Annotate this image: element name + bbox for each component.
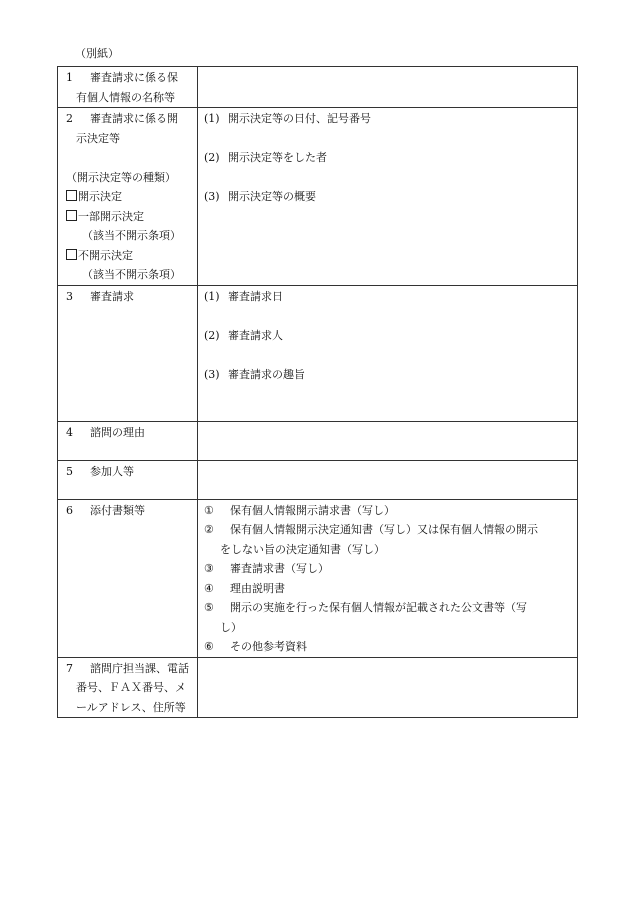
attachment-3-number: ③ — [204, 562, 214, 575]
row7-content-cell[interactable] — [198, 657, 578, 718]
attachment-5-continuation: し） — [220, 620, 242, 634]
row-attachments — [58, 499, 578, 657]
row1-label-line2: 有個人情報の名称等 — [76, 90, 175, 104]
attachment-4-text: 理由説明書 — [230, 581, 285, 595]
row6-number: 6 — [66, 503, 73, 517]
row2-item-2-text: 開示決定等をした者 — [228, 151, 327, 164]
attachment-item — [204, 579, 573, 599]
row6-label: 添付書類等 — [90, 503, 145, 517]
attachment-item — [204, 501, 573, 521]
decision-kind-heading: （開示決定等の種類） — [66, 170, 176, 184]
row1-number: 1 — [66, 71, 73, 84]
row4-number: 4 — [66, 425, 73, 439]
row1-content-cell[interactable] — [198, 67, 578, 108]
row2-item-3-text: 開示決定等の概要 — [228, 190, 316, 203]
attachment-5-text: 開示の実施を行った保有個人情報が記載された公文書等（写 — [230, 601, 527, 614]
attachment-item — [204, 520, 573, 559]
row3-item-3-text: 審査請求の趣旨 — [228, 367, 305, 381]
checkbox-non-disclosure[interactable] — [66, 249, 77, 260]
row-review-request — [58, 285, 578, 421]
row3-item-1-text: 審査請求日 — [228, 289, 283, 303]
attachment-1-number: ① — [204, 503, 214, 517]
option-disclosure-label: 開示決定 — [78, 190, 122, 203]
attachment-item — [204, 598, 573, 637]
attachment-2-continuation: をしない旨の決定通知書（写し） — [220, 542, 385, 556]
row2-number: 2 — [66, 112, 73, 125]
partial-clause-note: （該当不開示条項） — [82, 229, 181, 242]
row-agency-contact — [58, 657, 578, 718]
row2-label-cell — [58, 108, 198, 286]
row3-label-cell — [58, 285, 198, 421]
attachment-3-text: 審査請求書（写し） — [230, 562, 329, 575]
row2-item-1 — [204, 109, 573, 129]
non-disclosure-clause-note: （該当不開示条項） — [82, 268, 181, 281]
attachment-2-text: 保有個人情報開示決定通知書（写し）又は保有個人情報の開示 — [230, 523, 538, 536]
row7-label-line3: ールアドレス、住所等 — [76, 700, 186, 714]
attachment-1-text: 保有個人情報開示請求書（写し） — [230, 503, 395, 517]
attachment-item — [204, 559, 573, 579]
row3-item-3-number: (3) — [204, 367, 220, 381]
row2-label-line1: 審査請求に係る開 — [90, 112, 178, 125]
attachment-2-number: ② — [204, 523, 214, 536]
row3-item-3 — [204, 365, 573, 385]
row-participants — [58, 460, 578, 499]
row5-number: 5 — [66, 464, 73, 478]
row7-label-line1: 諮問庁担当課、電話 — [90, 661, 189, 675]
attachment-6-text: その他参考資料 — [230, 640, 307, 653]
form-table — [57, 66, 578, 718]
row3-item-2 — [204, 326, 573, 346]
checkbox-disclosure[interactable] — [66, 190, 77, 201]
row3-item-1-number: (1) — [204, 289, 220, 303]
option-disclosure[interactable] — [66, 187, 193, 207]
row2-content-cell[interactable] — [198, 108, 578, 286]
row1-label-line1: 審査請求に係る保 — [90, 71, 178, 84]
row2-item-2-number: (2) — [204, 151, 220, 164]
option-partial-disclosure[interactable] — [66, 207, 193, 227]
option-non-disclosure[interactable] — [66, 246, 193, 266]
row-disclosure-decision — [58, 108, 578, 286]
row2-item-1-text: 開示決定等の日付、記号番号 — [228, 112, 371, 125]
row4-label: 諮問の理由 — [90, 425, 145, 439]
row4-label-cell — [58, 421, 198, 460]
row2-item-3-number: (3) — [204, 190, 220, 203]
row3-item-1 — [204, 287, 573, 307]
attachment-6-number: ⑥ — [204, 640, 214, 653]
option-partial-disclosure-label: 一部開示決定 — [78, 209, 144, 223]
row2-item-3 — [204, 187, 573, 207]
row4-content-cell[interactable] — [198, 421, 578, 460]
attachment-5-number: ⑤ — [204, 601, 214, 614]
row6-label-cell — [58, 499, 198, 657]
row7-label-line2: 番号、ＦＡＸ番号、メ — [76, 681, 186, 694]
row-inquiry-reason — [58, 421, 578, 460]
row3-item-2-text: 審査請求人 — [228, 328, 283, 342]
row2-item-1-number: (1) — [204, 112, 220, 125]
row3-content-cell[interactable] — [198, 285, 578, 421]
row5-label-cell — [58, 460, 198, 499]
row2-label-line2: 示決定等 — [76, 131, 120, 145]
row5-content-cell[interactable] — [198, 460, 578, 499]
row3-number: 3 — [66, 289, 73, 303]
row7-label-cell — [58, 657, 198, 718]
row3-item-2-number: (2) — [204, 328, 220, 342]
attachment-4-number: ④ — [204, 581, 214, 595]
page-note: （別紙） — [75, 47, 119, 60]
attachment-item — [204, 637, 573, 657]
row5-label: 参加人等 — [90, 464, 134, 478]
row7-number: 7 — [66, 661, 73, 675]
row2-item-2 — [204, 148, 573, 168]
row6-content-cell[interactable] — [198, 499, 578, 657]
row3-label: 審査請求 — [90, 289, 134, 303]
checkbox-partial-disclosure[interactable] — [66, 210, 77, 221]
option-non-disclosure-label: 不開示決定 — [78, 248, 133, 262]
row1-label-cell — [58, 67, 198, 108]
row-personal-info-name — [58, 67, 578, 108]
